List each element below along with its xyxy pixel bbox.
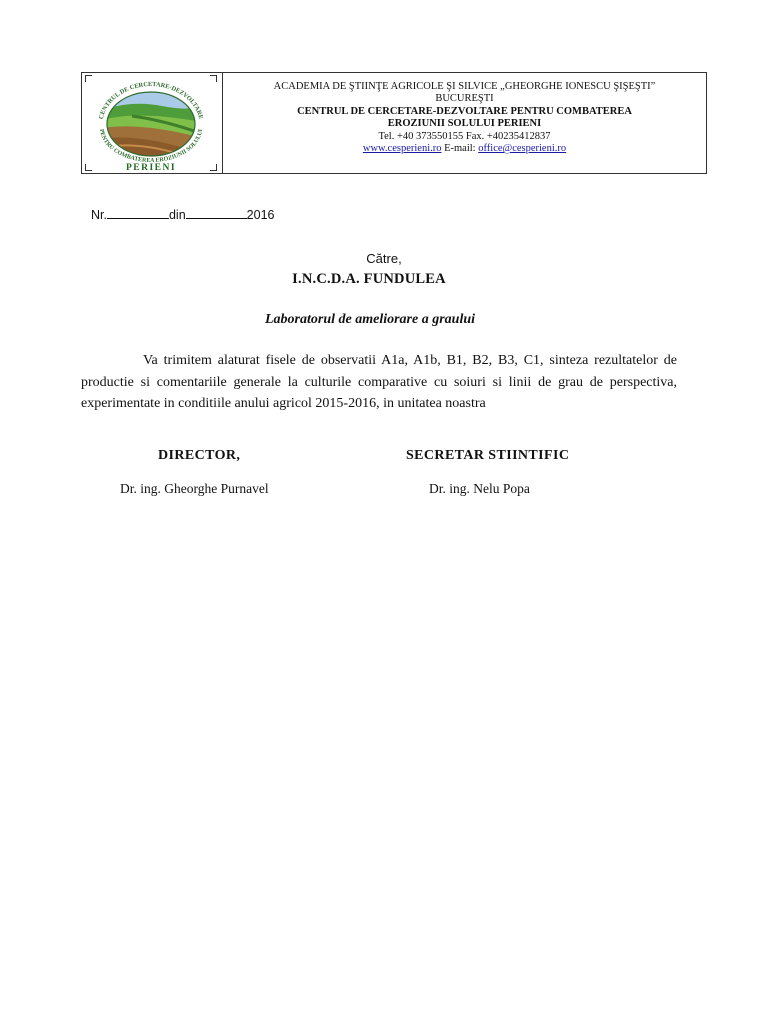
frame-corner — [210, 164, 217, 171]
institution-info — [223, 81, 706, 155]
recipient-department: Laboratorul de ameliorare a graului — [264, 312, 476, 327]
logo-cell — [82, 73, 220, 173]
nr-blank — [107, 207, 169, 219]
contact-phone: Tel. +40 373550155 Fax. +40235412837 — [378, 130, 551, 142]
secretary-title: SECRETAR STIINTIFIC — [406, 448, 570, 463]
academy-name: ACADEMIA DE ŞTIINŢE AGRICOLE ŞI SILVICE „GHEORGHE IONESCU ŞIŞEŞTI” — [273, 81, 656, 92]
letter-body: Va trimitem alaturat fisele de observatii A1a, A1b, B1, B2, B3, C1, sinteza rezultatelor de productie si comentariile generale la culturile comparative cu soiuri si linii de grau de perspectiva, experimentate in conditiile anului agricol 2015-2016, in unitatea noastra — [81, 353, 677, 411]
logo-arc-bottom-text: PENTRU COMBATEREA EROZIUNII SOLULUI — [97, 128, 204, 165]
logo-arc-top-text: CENTRUL DE CERCETARE-DEZVOLTARE — [97, 80, 205, 120]
website-link[interactable]: www.cesperieni.ro — [362, 143, 442, 155]
center-name-line2: EROZIUNII SOLULUI PERIENI — [387, 118, 542, 130]
director-title: DIRECTOR, — [158, 448, 241, 463]
institution-logo — [92, 76, 210, 172]
contact-web-email — [223, 143, 706, 155]
academy-city: BUCUREŞTI — [435, 93, 494, 105]
frame-corner — [210, 75, 217, 82]
frame-corner — [85, 164, 92, 171]
addressee-salutation: Către, — [366, 251, 402, 266]
logo-name: PERIENI — [125, 163, 177, 172]
email-link[interactable]: office@cesperieni.ro — [478, 143, 567, 155]
director-name: Dr. ing. Gheorghe Purnavel — [120, 481, 269, 496]
nr-label: Nr. — [91, 208, 107, 222]
date-blank — [186, 207, 247, 219]
frame-corner — [85, 75, 92, 82]
letterhead — [81, 72, 707, 174]
email-label: E-mail: — [444, 143, 476, 155]
reference-number-line — [91, 207, 274, 222]
center-name-line1: CENTRUL DE CERCETARE-DEZVOLTARE PENTRU COMBATEREA — [297, 105, 632, 117]
recipient-institution: I.N.C.D.A. FUNDULEA — [292, 271, 446, 287]
reference-year: 2016 — [246, 208, 275, 222]
din-label: din — [168, 208, 186, 222]
secretary-name: Dr. ing. Nelu Popa — [429, 481, 530, 496]
